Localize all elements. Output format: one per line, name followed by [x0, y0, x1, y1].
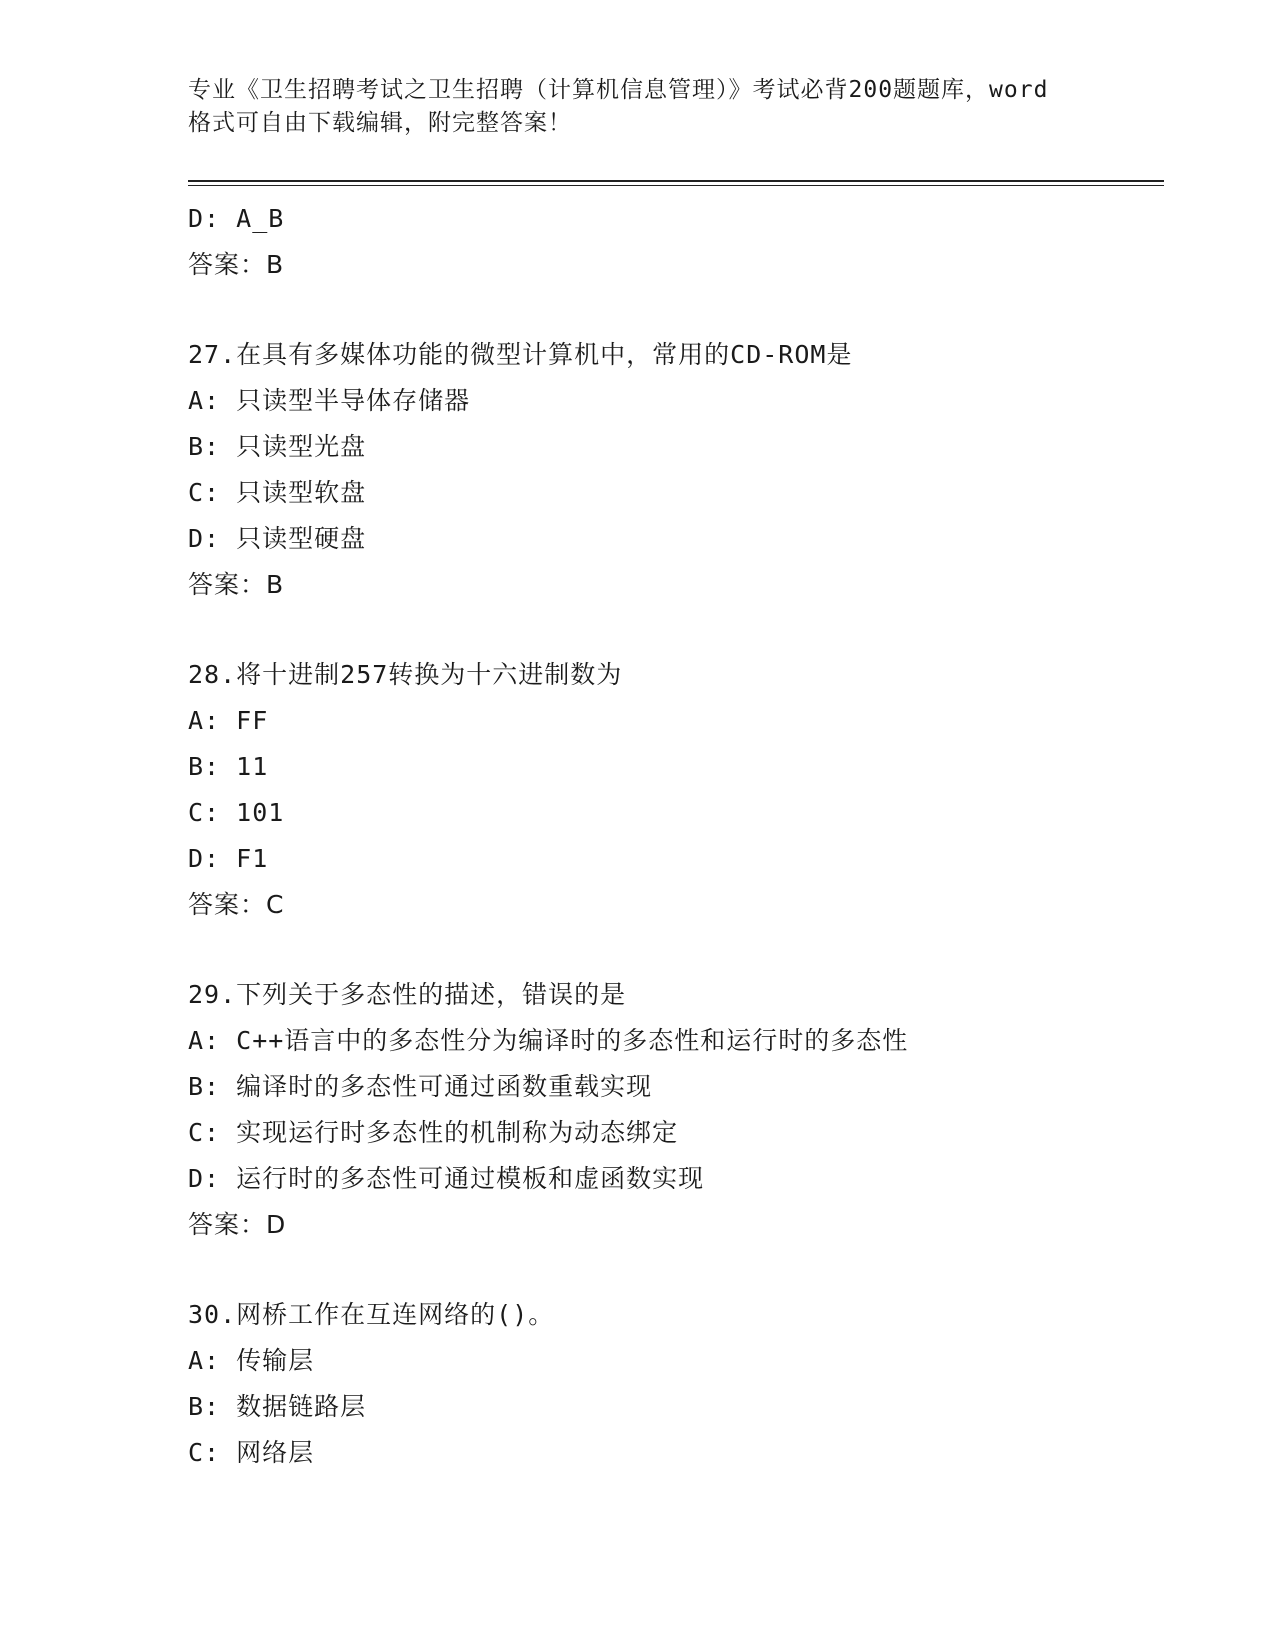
option-d: D: F1 — [188, 844, 269, 873]
option-b: B: 编译时的多态性可通过函数重载实现 — [188, 1072, 653, 1101]
question-stem: 28.将十进制257转换为十六进制数为 — [188, 660, 623, 689]
question-stem: 27.在具有多媒体功能的微型计算机中，常用的CD-ROM是 — [188, 340, 853, 369]
option-b: B: 只读型光盘 — [188, 432, 367, 461]
question-spacer — [188, 1248, 1148, 1292]
header-divider-thick — [188, 180, 1164, 182]
option-a: A: FF — [188, 706, 269, 735]
question-list — [188, 196, 1148, 1476]
option-a: A: 传输层 — [188, 1346, 315, 1375]
option-a: A: C++语言中的多态性分为编译时的多态性和运行时的多态性 — [188, 1026, 909, 1055]
answer-line: 答案：B — [188, 570, 285, 599]
option-c: C: 只读型软盘 — [188, 478, 367, 507]
question-30 — [188, 1292, 1148, 1476]
option-c: C: 网络层 — [188, 1438, 315, 1467]
question-28 — [188, 652, 1148, 928]
document-header — [188, 74, 1098, 140]
prev-question-answer: 答案：B — [188, 250, 285, 279]
question-stem: 29.下列关于多态性的描述，错误的是 — [188, 980, 627, 1009]
question-27 — [188, 332, 1148, 608]
question-spacer — [188, 608, 1148, 652]
option-d: D: 只读型硬盘 — [188, 524, 367, 553]
answer-line: 答案：C — [188, 890, 285, 919]
option-b: B: 数据链路层 — [188, 1392, 367, 1421]
option-c: C: 101 — [188, 798, 285, 827]
header-title-line-1: 专业《卫生招聘考试之卫生招聘（计算机信息管理）》考试必背200题题库，word — [188, 77, 1049, 103]
question-spacer — [188, 288, 1148, 332]
question-spacer — [188, 928, 1148, 972]
answer-line: 答案：D — [188, 1210, 287, 1239]
prev-question-option-d: D: A_B — [188, 204, 285, 233]
question-29 — [188, 972, 1148, 1248]
option-d: D: 运行时的多态性可通过模板和虚函数实现 — [188, 1164, 705, 1193]
question-stem: 30.网桥工作在互连网络的()。 — [188, 1300, 555, 1329]
header-title-line-2: 格式可自由下载编辑，附完整答案！ — [188, 110, 572, 136]
option-a: A: 只读型半导体存储器 — [188, 386, 471, 415]
header-divider-thin — [188, 185, 1164, 186]
option-c: C: 实现运行时多态性的机制称为动态绑定 — [188, 1118, 679, 1147]
option-b: B: 11 — [188, 752, 269, 781]
